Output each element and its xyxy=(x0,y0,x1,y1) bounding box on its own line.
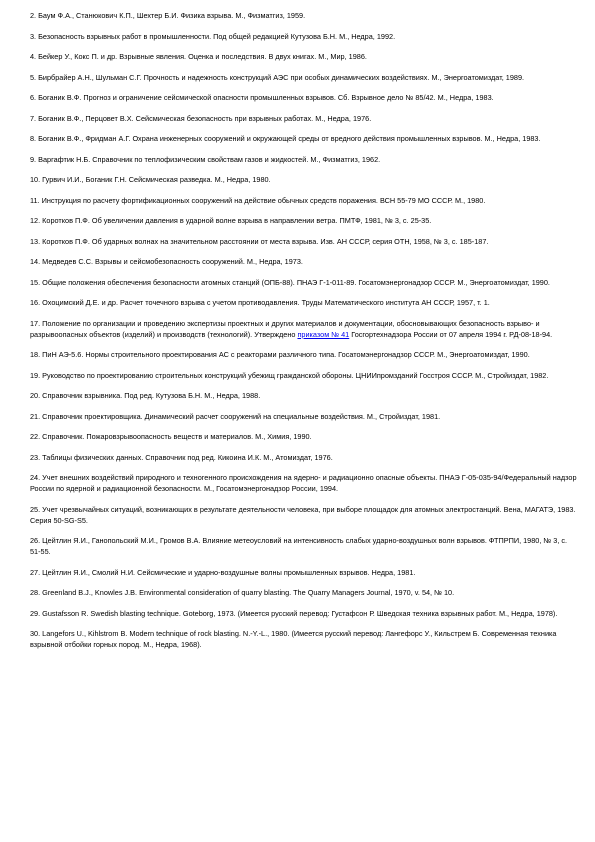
reference-item: 3. Безопасность взрывных работ в промышленности. Под общей редакцией Кутузова Б.Н. М., Недра, 1992. xyxy=(30,31,396,41)
reference-item: 2. Баум Ф.А., Станюкович К.П., Шехтер Б.И. Физика взрыва. М., Физматгиз, 1959. xyxy=(30,11,306,20)
reference-item: 11. Инструкция по расчету фортификационных сооружений на действие обычных средств поражения. ВСН 55-79 МО СССР. М., 1980. xyxy=(30,195,486,205)
reference-item: 15. Общие положения обеспечения безопасности атомных станций (ОПБ-88). ПНАЭ Г-1-011-89. Госатомэнергонадзор СССР. М., Энергоатомиздат, 1990. xyxy=(30,277,550,287)
reference-item: 14. Медведев С.С. Взрывы и сейсмобезопасность сооружений. М., Недра, 1973. xyxy=(30,257,303,266)
reference-item: 13. Коротков П.Ф. Об ударных волнах на значительном расстоянии от места взрыва. Изв. АН СССР, серия ОТН, 1958, № 3, с. 185-187. xyxy=(30,236,489,246)
reference-item: 22. Справочник. Пожаровзрывоопасность веществ и материалов. М., Химия, 1990. xyxy=(30,432,312,441)
reference-item: 24. Учет внешних воздействий природного и техногенного происхождения на ядерно- и радиационно опасные объекты. ПНАЭ Г-05-035-94/Федеральный надзор России по ядерной и радиационной безопасности. М., Госатомэнергонадзор России, 1994. xyxy=(30,473,577,493)
reference-item: 8. Боганик В.Ф., Фридман А.Г. Охрана инженерных сооружений и окружающей среды от вредного действия промышленных взрывов. М., Недра, 1983. xyxy=(30,134,541,143)
reference-item: 28. Greenland B.J., Knowles J.B. Environmental consideration of quarry blasting. The Quarry Managers Journal, 1970, v. 54, № 10. xyxy=(30,588,455,597)
reference-item: 25. Учет чрезвычайных ситуаций, возникающих в результате деятельности человека, при выборе площадок для атомных электростанций. Вена, МАГАТЭ, 1983. Серия 50-SG-S5. xyxy=(30,504,576,525)
reference-item xyxy=(30,318,578,340)
reference-item: 10. Гурвич И.И., Боганик Г.Н. Сейсмическая разведка. М., Недра, 1980. xyxy=(30,175,271,184)
reference-text: Госгортехнадзора России от 07 апреля 1994 г. РД-08-18-94. xyxy=(349,329,553,339)
reference-item: 12. Коротков П.Ф. Об увеличении давления в ударной волне взрыва в направлении ветра. ПМТФ, 1981, № 3, с. 25-35. xyxy=(30,216,432,225)
reference-item: 9. Варгафтик Н.Б. Справочник по теплофизическим свойствам газов и жидкостей. М., Физматгиз, 1962. xyxy=(30,154,381,164)
reference-item: 5. Бирбрайер А.Н., Шульман С.Г. Прочность и надежность конструкций АЭС при особых динамических воздействиях. М., Энергоатомиздат, 1989. xyxy=(30,72,525,82)
reference-item: 30. Langefors U., Kihlstrom B. Modern technique of rock blasting. N.-Y.-L., 1980. (Имеется русский перевод: Лангефорс У., Кильстрем Б. Современная техника взрывной отбойки горных пород. М., Недра, 1968). xyxy=(30,629,557,649)
reference-item: 20. Справочник взрывника. Под ред. Кутузова Б.Н. М., Недра, 1988. xyxy=(30,391,261,400)
reference-item: 7. Боганик В.Ф., Перцовет В.Х. Сейсмическая безопасность при взрывных работах. М., Недра, 1976. xyxy=(30,113,372,123)
reference-list xyxy=(30,10,578,660)
reference-text: 17. Положение по организации и проведению экспертизы проектных и других материалов и документации, обосновывающих безопасность взрыво- и разрывоопасных объектов (изделий) и производств (технологий). Утверждено xyxy=(30,318,540,339)
reference-item: 27. Цейтлин Я.И., Смолий Н.И. Сейсмические и ударно-воздушные волны промышленных взрывов. Недра, 1981. xyxy=(30,567,416,577)
reference-item: 6. Боганик В.Ф. Прогноз и ограничение сейсмической опасности промышленных взрывов. Сб. Взрывное дело № 85/42. М., Недра, 1983. xyxy=(30,93,494,102)
reference-item: 23. Таблицы физических данных. Справочник под ред. Кикоина И.К. М., Атомиздат, 1976. xyxy=(30,452,333,462)
reference-item: 18. ПиН АЭ-5.6. Нормы строительного проектирования АС с реакторами различного типа. Госатомэнергонадзор СССР. М., Энергоатомиздат, 1990. xyxy=(30,350,530,359)
reference-item: 21. Справочник проектировщика. Динамический расчет сооружений на специальные воздействия. М., Стройиздат, 1981. xyxy=(30,411,441,421)
reference-item: 19. Руководство по проектированию строительных конструкций убежищ гражданской обороны. ЦНИИпромзданий Госстроя СССР. М., Стройиздат, 1982. xyxy=(30,370,549,380)
reference-item: 26. Цейтлин Я.И., Ганопольский М.И., Громов В.А. Влияние метеоусловий на интенсивность слабых ударно-воздушных волн взрывов. ФТПРПИ, 1980, № 3, с. 51-55. xyxy=(30,536,568,556)
reference-item: 29. Gustafsson R. Swedish blasting technique. Goteborg, 1973. (Имеется русский перевод: Густафсон Р. Шведская техника взрывных работ. М., Недра, 1978). xyxy=(30,608,558,618)
reference-item: 4. Бейкер У., Кокс П. и др. Взрывные явления. Оценка и последствия. В двух книгах. М., Мир, 1986. xyxy=(30,52,367,61)
reference-item: 16. Охоцимский Д.Е. и др. Расчет точечного взрыва с учетом противодавления. Труды Математического института АН СССР, 1957, т. 1. xyxy=(30,298,490,307)
order-41-link[interactable]: приказом № 41 xyxy=(297,329,350,339)
